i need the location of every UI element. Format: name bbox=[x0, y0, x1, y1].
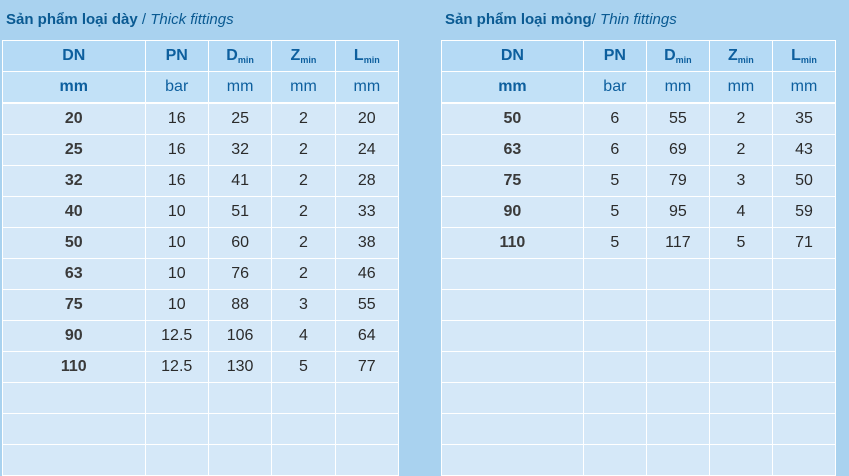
cell-dn: 32 bbox=[3, 166, 146, 197]
cell-dmin: 117 bbox=[646, 228, 709, 259]
dmin-subscript: min bbox=[675, 55, 692, 65]
cell-dn: 63 bbox=[3, 259, 146, 290]
cell-lmin: 35 bbox=[772, 103, 835, 135]
cell-pn bbox=[583, 383, 646, 414]
cell-zmin bbox=[272, 445, 335, 476]
thick-unit-row bbox=[3, 72, 399, 104]
cell-pn: 16 bbox=[145, 166, 208, 197]
cell-lmin bbox=[335, 414, 398, 445]
cell-lmin: 71 bbox=[772, 228, 835, 259]
table-row bbox=[442, 197, 836, 228]
cell-zmin: 2 bbox=[272, 228, 335, 259]
cell-pn: 6 bbox=[583, 103, 646, 135]
thick-title-vn: Sản phẩm loại dày bbox=[6, 11, 138, 28]
cell-dmin bbox=[646, 321, 709, 352]
cell-pn bbox=[145, 445, 208, 476]
unit-pn: bar bbox=[145, 72, 208, 104]
cell-dn bbox=[442, 259, 584, 290]
cell-zmin bbox=[272, 383, 335, 414]
col-header-dmin bbox=[208, 41, 271, 72]
cell-pn: 10 bbox=[145, 290, 208, 321]
cell-zmin: 5 bbox=[709, 228, 772, 259]
cell-zmin: 2 bbox=[709, 103, 772, 135]
thick-title-separator: / bbox=[137, 11, 151, 28]
cell-zmin bbox=[709, 414, 772, 445]
cell-pn: 10 bbox=[145, 259, 208, 290]
cell-lmin bbox=[772, 383, 835, 414]
zmin-subscript: min bbox=[737, 55, 754, 65]
cell-lmin: 33 bbox=[335, 197, 398, 228]
cell-dmin: 76 bbox=[208, 259, 271, 290]
table-row bbox=[442, 414, 836, 445]
cell-pn bbox=[583, 290, 646, 321]
thick-fittings-table bbox=[2, 40, 399, 476]
cell-lmin bbox=[772, 321, 835, 352]
cell-lmin bbox=[772, 290, 835, 321]
cell-dn bbox=[442, 445, 584, 476]
table-row bbox=[3, 103, 399, 135]
table-row bbox=[3, 228, 399, 259]
unit-dmin: mm bbox=[208, 72, 271, 104]
thick-fittings-panel bbox=[2, 0, 399, 476]
unit-zmin: mm bbox=[709, 72, 772, 104]
cell-dmin: 88 bbox=[208, 290, 271, 321]
cell-lmin: 43 bbox=[772, 135, 835, 166]
cell-zmin: 2 bbox=[709, 135, 772, 166]
thin-fittings-panel bbox=[441, 0, 836, 476]
unit-dn: mm bbox=[3, 72, 146, 104]
col-header-lmin bbox=[335, 41, 398, 72]
col-header-pn: PN bbox=[583, 41, 646, 72]
cell-dn bbox=[442, 383, 584, 414]
cell-pn bbox=[583, 321, 646, 352]
dmin-symbol: D bbox=[226, 47, 238, 64]
thick-table-body bbox=[3, 103, 399, 476]
cell-pn bbox=[583, 445, 646, 476]
thin-title-en: Thin fittings bbox=[600, 11, 677, 28]
lmin-subscript: min bbox=[800, 55, 817, 65]
cell-zmin bbox=[272, 414, 335, 445]
cell-dmin bbox=[646, 352, 709, 383]
cell-dmin: 51 bbox=[208, 197, 271, 228]
cell-lmin: 28 bbox=[335, 166, 398, 197]
cell-zmin: 2 bbox=[272, 166, 335, 197]
cell-dn: 63 bbox=[442, 135, 584, 166]
cell-lmin: 77 bbox=[335, 352, 398, 383]
col-header-lmin bbox=[772, 41, 835, 72]
cell-pn: 16 bbox=[145, 103, 208, 135]
thin-table-body bbox=[442, 103, 836, 476]
unit-lmin: mm bbox=[772, 72, 835, 104]
cell-zmin bbox=[709, 321, 772, 352]
table-row bbox=[442, 228, 836, 259]
unit-pn: bar bbox=[583, 72, 646, 104]
cell-dmin: 79 bbox=[646, 166, 709, 197]
col-header-dn: DN bbox=[3, 41, 146, 72]
cell-lmin: 24 bbox=[335, 135, 398, 166]
cell-dn: 40 bbox=[3, 197, 146, 228]
table-row bbox=[442, 259, 836, 290]
cell-dn: 90 bbox=[442, 197, 584, 228]
cell-dn bbox=[3, 445, 146, 476]
table-row bbox=[442, 290, 836, 321]
cell-dn: 50 bbox=[442, 103, 584, 135]
cell-pn bbox=[583, 414, 646, 445]
cell-pn: 10 bbox=[145, 197, 208, 228]
cell-pn: 12.5 bbox=[145, 321, 208, 352]
cell-dmin: 41 bbox=[208, 166, 271, 197]
thin-unit-row bbox=[442, 72, 836, 104]
thick-fittings-title bbox=[2, 0, 399, 40]
cell-zmin bbox=[709, 290, 772, 321]
cell-lmin: 20 bbox=[335, 103, 398, 135]
table-row bbox=[442, 166, 836, 197]
cell-dn: 50 bbox=[3, 228, 146, 259]
unit-lmin: mm bbox=[335, 72, 398, 104]
cell-pn: 5 bbox=[583, 197, 646, 228]
table-row bbox=[442, 103, 836, 135]
table-row bbox=[3, 321, 399, 352]
cell-dn bbox=[3, 414, 146, 445]
thin-title-separator: / bbox=[591, 11, 601, 28]
table-row bbox=[3, 135, 399, 166]
cell-lmin bbox=[335, 445, 398, 476]
cell-dn: 90 bbox=[3, 321, 146, 352]
col-header-dmin bbox=[646, 41, 709, 72]
cell-dn bbox=[442, 321, 584, 352]
cell-dn: 25 bbox=[3, 135, 146, 166]
lmin-symbol: L bbox=[353, 47, 364, 64]
table-row bbox=[442, 445, 836, 476]
cell-dn bbox=[442, 290, 584, 321]
thick-header-row bbox=[3, 41, 399, 72]
cell-dn: 20 bbox=[3, 103, 146, 135]
cell-zmin: 3 bbox=[272, 290, 335, 321]
cell-dn: 110 bbox=[3, 352, 146, 383]
cell-lmin: 50 bbox=[772, 166, 835, 197]
cell-pn bbox=[145, 414, 208, 445]
cell-zmin: 2 bbox=[272, 135, 335, 166]
cell-dmin: 106 bbox=[208, 321, 271, 352]
cell-dmin bbox=[208, 414, 271, 445]
cell-lmin: 55 bbox=[335, 290, 398, 321]
table-row bbox=[442, 135, 836, 166]
cell-zmin bbox=[709, 445, 772, 476]
table-row bbox=[3, 352, 399, 383]
table-row bbox=[3, 383, 399, 414]
cell-lmin bbox=[772, 445, 835, 476]
table-row bbox=[3, 414, 399, 445]
unit-dn: mm bbox=[442, 72, 584, 104]
thin-fittings-title bbox=[441, 0, 836, 40]
table-row bbox=[3, 445, 399, 476]
cell-dmin bbox=[646, 414, 709, 445]
cell-pn: 16 bbox=[145, 135, 208, 166]
cell-lmin bbox=[335, 383, 398, 414]
table-row bbox=[3, 290, 399, 321]
cell-pn bbox=[583, 259, 646, 290]
unit-zmin: mm bbox=[272, 72, 335, 104]
thin-fittings-table bbox=[441, 40, 836, 476]
cell-dn bbox=[3, 383, 146, 414]
cell-dmin bbox=[646, 445, 709, 476]
cell-dmin: 130 bbox=[208, 352, 271, 383]
cell-dmin bbox=[208, 383, 271, 414]
cell-pn bbox=[583, 352, 646, 383]
cell-zmin: 4 bbox=[272, 321, 335, 352]
cell-zmin: 5 bbox=[272, 352, 335, 383]
cell-zmin bbox=[709, 259, 772, 290]
cell-dmin bbox=[208, 445, 271, 476]
dmin-subscript: min bbox=[237, 55, 254, 65]
zmin-symbol: Z bbox=[728, 47, 738, 64]
cell-lmin: 46 bbox=[335, 259, 398, 290]
col-header-pn: PN bbox=[145, 41, 208, 72]
table-row bbox=[3, 166, 399, 197]
cell-dn bbox=[442, 414, 584, 445]
cell-dn bbox=[442, 352, 584, 383]
thin-title-vn: Sản phẩm loại mỏng bbox=[445, 11, 592, 28]
cell-dmin: 69 bbox=[646, 135, 709, 166]
thick-title-en: Thick fittings bbox=[150, 11, 234, 28]
cell-zmin: 3 bbox=[709, 166, 772, 197]
cell-dn: 75 bbox=[442, 166, 584, 197]
table-row bbox=[3, 197, 399, 228]
cell-pn: 12.5 bbox=[145, 352, 208, 383]
lmin-symbol: L bbox=[791, 47, 801, 64]
cell-lmin: 59 bbox=[772, 197, 835, 228]
col-header-zmin bbox=[272, 41, 335, 72]
cell-dmin: 60 bbox=[208, 228, 271, 259]
table-row bbox=[442, 383, 836, 414]
thin-header-row bbox=[442, 41, 836, 72]
cell-pn: 6 bbox=[583, 135, 646, 166]
cell-dmin bbox=[646, 259, 709, 290]
cell-pn: 10 bbox=[145, 228, 208, 259]
cell-dmin: 25 bbox=[208, 103, 271, 135]
table-row bbox=[442, 321, 836, 352]
lmin-subscript: min bbox=[363, 55, 380, 65]
cell-lmin bbox=[772, 259, 835, 290]
cell-zmin bbox=[709, 383, 772, 414]
cell-lmin: 38 bbox=[335, 228, 398, 259]
table-row bbox=[442, 352, 836, 383]
cell-lmin bbox=[772, 352, 835, 383]
col-header-zmin bbox=[709, 41, 772, 72]
cell-zmin bbox=[709, 352, 772, 383]
cell-dmin: 32 bbox=[208, 135, 271, 166]
cell-zmin: 4 bbox=[709, 197, 772, 228]
cell-lmin: 64 bbox=[335, 321, 398, 352]
cell-dmin: 55 bbox=[646, 103, 709, 135]
cell-zmin: 2 bbox=[272, 103, 335, 135]
unit-dmin: mm bbox=[646, 72, 709, 104]
cell-dmin: 95 bbox=[646, 197, 709, 228]
cell-dmin bbox=[646, 290, 709, 321]
cell-zmin: 2 bbox=[272, 197, 335, 228]
cell-pn: 5 bbox=[583, 166, 646, 197]
zmin-symbol: Z bbox=[290, 47, 301, 64]
cell-zmin: 2 bbox=[272, 259, 335, 290]
zmin-subscript: min bbox=[300, 55, 317, 65]
dmin-symbol: D bbox=[664, 47, 676, 64]
cell-lmin bbox=[772, 414, 835, 445]
cell-dn: 110 bbox=[442, 228, 584, 259]
cell-dn: 75 bbox=[3, 290, 146, 321]
table-row bbox=[3, 259, 399, 290]
col-header-dn: DN bbox=[442, 41, 584, 72]
cell-dmin bbox=[646, 383, 709, 414]
cell-pn bbox=[145, 383, 208, 414]
cell-pn: 5 bbox=[583, 228, 646, 259]
